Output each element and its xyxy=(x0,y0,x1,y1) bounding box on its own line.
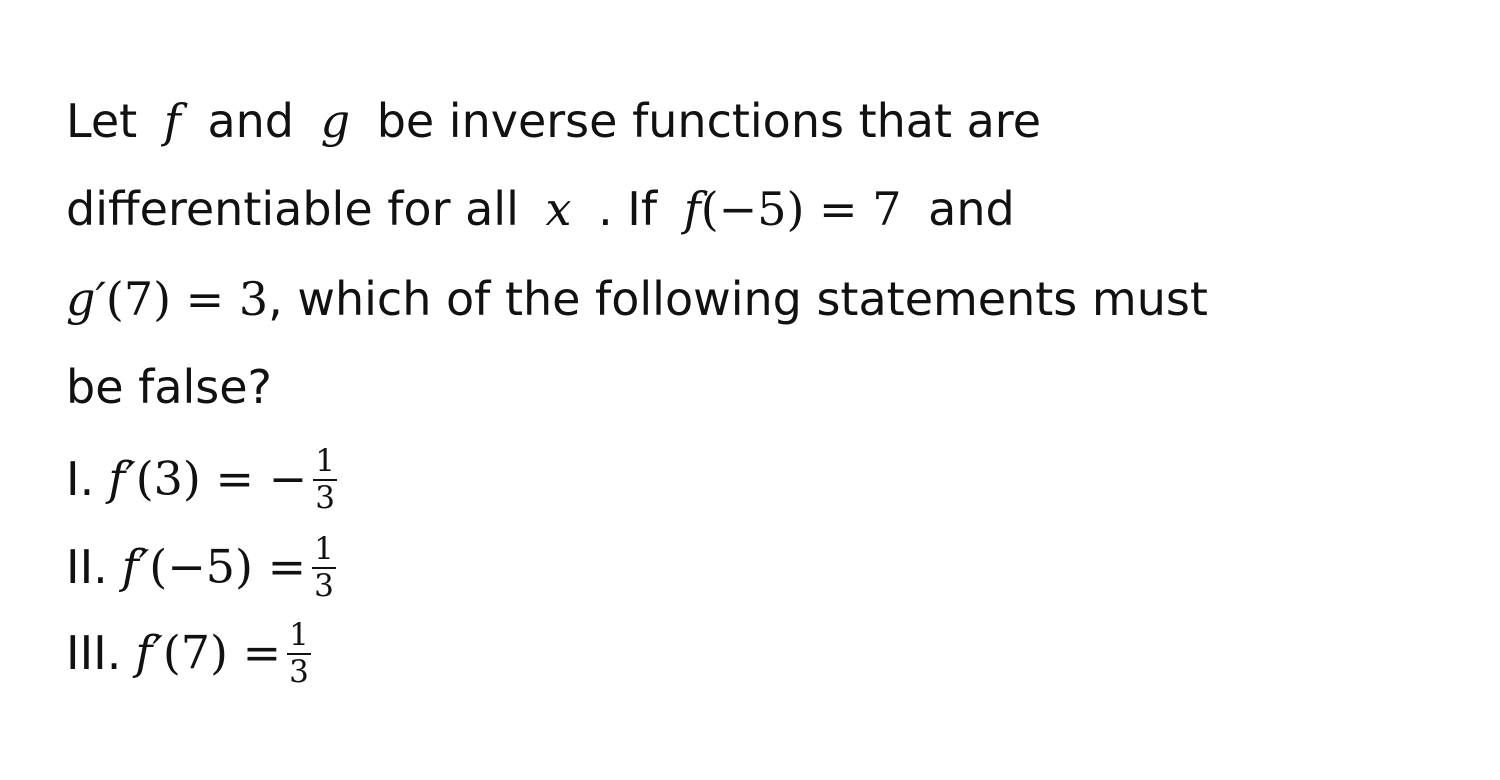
math-gprime-of-7 xyxy=(66,272,268,326)
math-x: x xyxy=(545,182,572,236)
text-if: . If xyxy=(598,182,658,236)
math-fprime: f′ xyxy=(135,625,163,680)
question-line-1 xyxy=(66,94,1041,148)
fraction-numerator: 1 xyxy=(314,531,334,567)
statement-label: II. xyxy=(66,539,108,594)
text-and: and xyxy=(207,94,294,148)
question-line-4 xyxy=(66,360,272,414)
question-line-3 xyxy=(66,272,1208,326)
math-arg: (3) = − xyxy=(135,451,308,506)
text-which: , which of the following statements must xyxy=(268,272,1208,326)
statement-label: III. xyxy=(66,625,122,680)
text-and-2: and xyxy=(928,182,1015,236)
fraction xyxy=(287,617,311,690)
question-line-2 xyxy=(66,182,1015,236)
statement-3 xyxy=(66,617,311,690)
math-f-arg: (−5) = 7 xyxy=(700,182,902,236)
math-fprime: f′ xyxy=(108,451,136,506)
fraction-denominator: 3 xyxy=(315,480,335,516)
text-be-false: be false? xyxy=(66,360,272,414)
math-f-symbol: f xyxy=(683,182,701,236)
fraction xyxy=(313,443,337,516)
fraction-numerator: 1 xyxy=(315,443,335,479)
fraction xyxy=(312,531,336,604)
statement-1 xyxy=(66,443,337,516)
fraction-denominator: 3 xyxy=(314,568,334,604)
statement-2 xyxy=(66,531,336,604)
statement-label: I. xyxy=(66,451,95,506)
math-f-of-minus5 xyxy=(684,182,902,236)
fraction-denominator: 3 xyxy=(289,654,309,690)
math-gprime-symbol: g′ xyxy=(66,272,106,326)
text-let: Let xyxy=(66,94,138,148)
text-inverse: be inverse functions that are xyxy=(376,94,1041,148)
text-differentiable: differentiable for all xyxy=(66,182,519,236)
math-fprime: f′ xyxy=(121,539,150,594)
math-gprime-arg: (7) = 3 xyxy=(105,272,269,326)
math-arg: (−5) = xyxy=(149,539,307,594)
math-g: g xyxy=(320,94,351,148)
math-arg: (7) = xyxy=(162,625,282,680)
fraction-numerator: 1 xyxy=(289,617,309,653)
math-f: f xyxy=(163,94,181,148)
